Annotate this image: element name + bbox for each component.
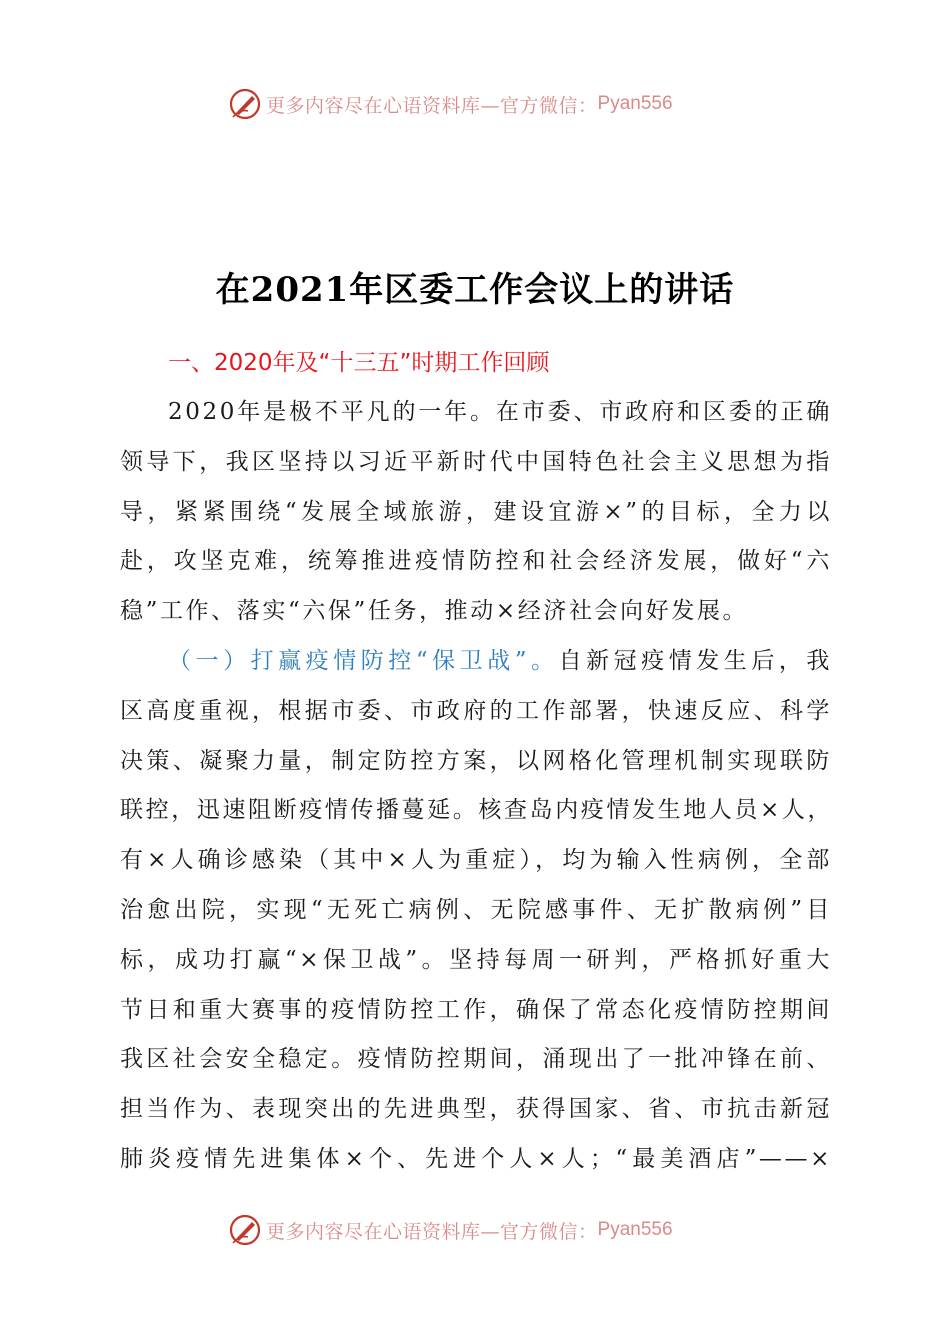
paragraph-line: 治愈出院，实现“无死亡病例、无院感事件、无扩散病例”目 xyxy=(120,896,832,923)
paragraph-line: 节日和重大赛事的疫情防控工作，确保了常态化疫情防控期间 xyxy=(120,996,832,1023)
paragraph-line: 有×人确诊感染（其中×人为重症），均为输入性病例，全部 xyxy=(120,847,832,874)
document-title: 在2021年区委工作会议上的讲话 xyxy=(215,270,735,310)
paragraph-line: 导，紧紧围绕“发展全域旅游，建设宜游×”的目标，全力以 xyxy=(120,498,832,525)
pen-logo-icon xyxy=(228,87,262,121)
paragraph-line: 标，成功打赢“×保卫战”。坚持每周一研判，严格抓好重大 xyxy=(120,946,832,973)
header-watermark xyxy=(228,86,673,122)
paragraph-line: 稳”工作、落实“六保”任务，推动×经济社会向好发展。 xyxy=(120,598,749,625)
paragraph-line: 我区社会安全稳定。疫情防控期间，涌现出了一批冲锋在前、 xyxy=(120,1046,832,1073)
paragraph-line: 区高度重视，根据市委、市政府的工作部署，快速反应、科学 xyxy=(120,697,832,724)
paragraph-line: 决策、凝聚力量，制定防控方案，以网格化管理机制实现联防 xyxy=(120,747,832,774)
watermark-wechat-id: Pyan556 xyxy=(597,1219,673,1240)
watermark-text: 更多内容尽在心语资料库—官方微信： xyxy=(266,94,598,117)
watermark-wechat-id: Pyan556 xyxy=(597,93,673,114)
paragraph-line: 联控，迅速阻断疫情传播蔓延。核查岛内疫情发生地人员×人， xyxy=(120,797,834,824)
paragraph-line: 2020年是极不平凡的一年。在市委、市政府和区委的正确 xyxy=(168,399,832,425)
pen-logo-icon xyxy=(228,1213,262,1247)
watermark-text: 更多内容尽在心语资料库—官方微信： xyxy=(266,1220,598,1243)
paragraph-line: 赴，攻坚克难，统筹推进疫情防控和社会经济发展，做好“六 xyxy=(120,548,832,575)
paragraph-first-line xyxy=(120,637,832,687)
section-heading: 一、2020年及“十三五”时期工作回顾 xyxy=(168,350,550,376)
sub-heading: （一）打赢疫情防控“保卫战”。 xyxy=(168,647,559,674)
paragraph-line-rest: 自新冠疫情发生后，我 xyxy=(558,647,832,674)
paragraph-line: 担当作为、表现突出的先进典型，获得国家、省、市抗击新冠 xyxy=(120,1096,832,1123)
paragraph-line: 领导下，我区坚持以习近平新时代中国特色社会主义思想为指 xyxy=(120,448,832,475)
footer-watermark xyxy=(228,1212,673,1248)
body-text xyxy=(120,388,832,1185)
paragraph-line: 肺炎疫情先进集体×个、先进个人×人；“最美酒店”——× xyxy=(120,1145,832,1172)
